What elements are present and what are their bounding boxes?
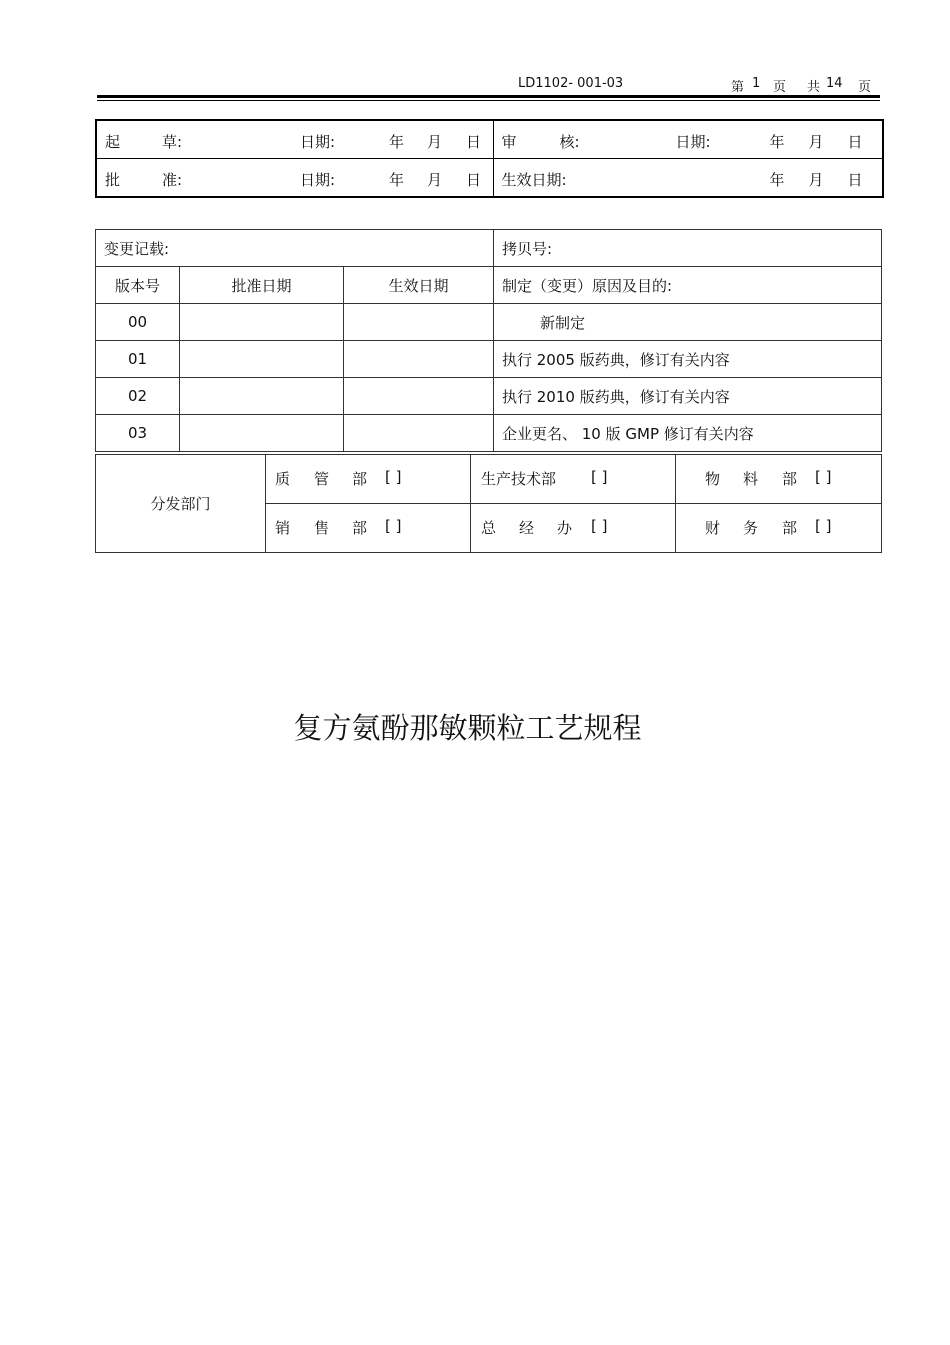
page-prefix: 第 — [731, 80, 745, 95]
effective-cell — [493, 159, 883, 198]
change-record-table — [95, 229, 882, 452]
distribution-table — [95, 454, 882, 553]
approve-label-2: 准: — [162, 171, 183, 189]
dept-checkbox[interactable]: [ ] — [815, 468, 832, 486]
effective-date-cell — [344, 304, 494, 341]
dept-quality: 质 管 部 [ ] — [266, 455, 471, 504]
month-label: 月 — [427, 171, 443, 189]
document-title: 复方氨酚那敏颗粒工艺规程 — [293, 711, 642, 745]
dept-finance: 财 务 部 [ ] — [676, 504, 882, 553]
dept-production: 生产技术部 [ ] — [471, 455, 676, 504]
header-reason: 制定（变更）原因及目的: — [494, 267, 882, 304]
dept-checkbox[interactable]: [ ] — [591, 468, 608, 486]
approve-date-cell — [180, 341, 344, 378]
review-label: 审 — [501, 133, 517, 151]
dept-sales: 销 售 部 [ ] — [266, 504, 471, 553]
table-row — [96, 341, 882, 378]
header-approve-date: 批准日期 — [180, 267, 344, 304]
draft-label-2: 草: — [162, 133, 183, 151]
page-current: 1 — [752, 76, 761, 91]
change-record-label: 变更记载: — [96, 230, 494, 267]
reason-cell: 执行 2005 版药典，修订有关内容 — [494, 341, 882, 378]
review-date-label: 日期: — [675, 133, 711, 151]
dept-general-office: 总 经 办 [ ] — [471, 504, 676, 553]
dept-materials: 物 料 部 [ ] — [676, 455, 882, 504]
header-version: 版本号 — [96, 267, 180, 304]
year-label: 年 — [769, 133, 785, 151]
year-label: 年 — [389, 133, 405, 151]
dept-checkbox[interactable]: [ ] — [385, 468, 402, 486]
draft-label: 起 — [105, 133, 121, 151]
year-label: 年 — [389, 171, 405, 189]
effective-date-cell — [344, 341, 494, 378]
approve-date-cell — [180, 415, 344, 452]
month-label: 月 — [808, 133, 824, 151]
draft-date-label: 日期: — [300, 133, 336, 151]
copy-number-label: 拷贝号: — [494, 230, 882, 267]
table-row — [96, 378, 882, 415]
day-label: 日 — [466, 133, 482, 151]
header-rule-thin — [97, 100, 880, 101]
month-label: 月 — [808, 171, 824, 189]
header-rule-thick — [97, 95, 880, 98]
version-cell: 02 — [96, 378, 180, 415]
version-cell: 03 — [96, 415, 180, 452]
version-cell: 00 — [96, 304, 180, 341]
approval-table — [95, 119, 884, 198]
day-label: 日 — [466, 171, 482, 189]
total-prefix: 共 — [807, 80, 821, 95]
draft-cell — [96, 120, 493, 159]
year-label: 年 — [769, 171, 785, 189]
dept-checkbox[interactable]: [ ] — [815, 517, 832, 535]
approve-date-label: 日期: — [300, 171, 336, 189]
day-label: 日 — [847, 171, 863, 189]
effective-date-cell — [344, 378, 494, 415]
approve-date-cell — [180, 378, 344, 415]
header-effective-date: 生效日期 — [344, 267, 494, 304]
reason-cell: 新制定 — [494, 304, 882, 341]
dept-checkbox[interactable]: [ ] — [385, 517, 402, 535]
effective-date-cell — [344, 415, 494, 452]
month-label: 月 — [427, 133, 443, 151]
approve-date-cell — [180, 304, 344, 341]
document-code: LD1102- 001-03 — [518, 76, 624, 91]
total-suffix: 页 — [858, 80, 872, 95]
approve-label: 批 — [105, 171, 121, 189]
table-row — [96, 415, 882, 452]
review-label-2: 核: — [559, 133, 580, 151]
version-cell: 01 — [96, 341, 180, 378]
table-row — [96, 304, 882, 341]
approve-cell — [96, 159, 493, 198]
page-suffix: 页 — [773, 80, 787, 95]
distribution-label: 分发部门 — [96, 455, 266, 553]
dept-checkbox[interactable]: [ ] — [591, 517, 608, 535]
reason-cell: 执行 2010 版药典，修订有关内容 — [494, 378, 882, 415]
day-label: 日 — [847, 133, 863, 151]
effective-date-label: 生效日期: — [501, 171, 567, 189]
page-total: 14 — [826, 76, 843, 91]
reason-cell: 企业更名、 10 版 GMP 修订有关内容 — [494, 415, 882, 452]
review-cell — [493, 120, 883, 159]
